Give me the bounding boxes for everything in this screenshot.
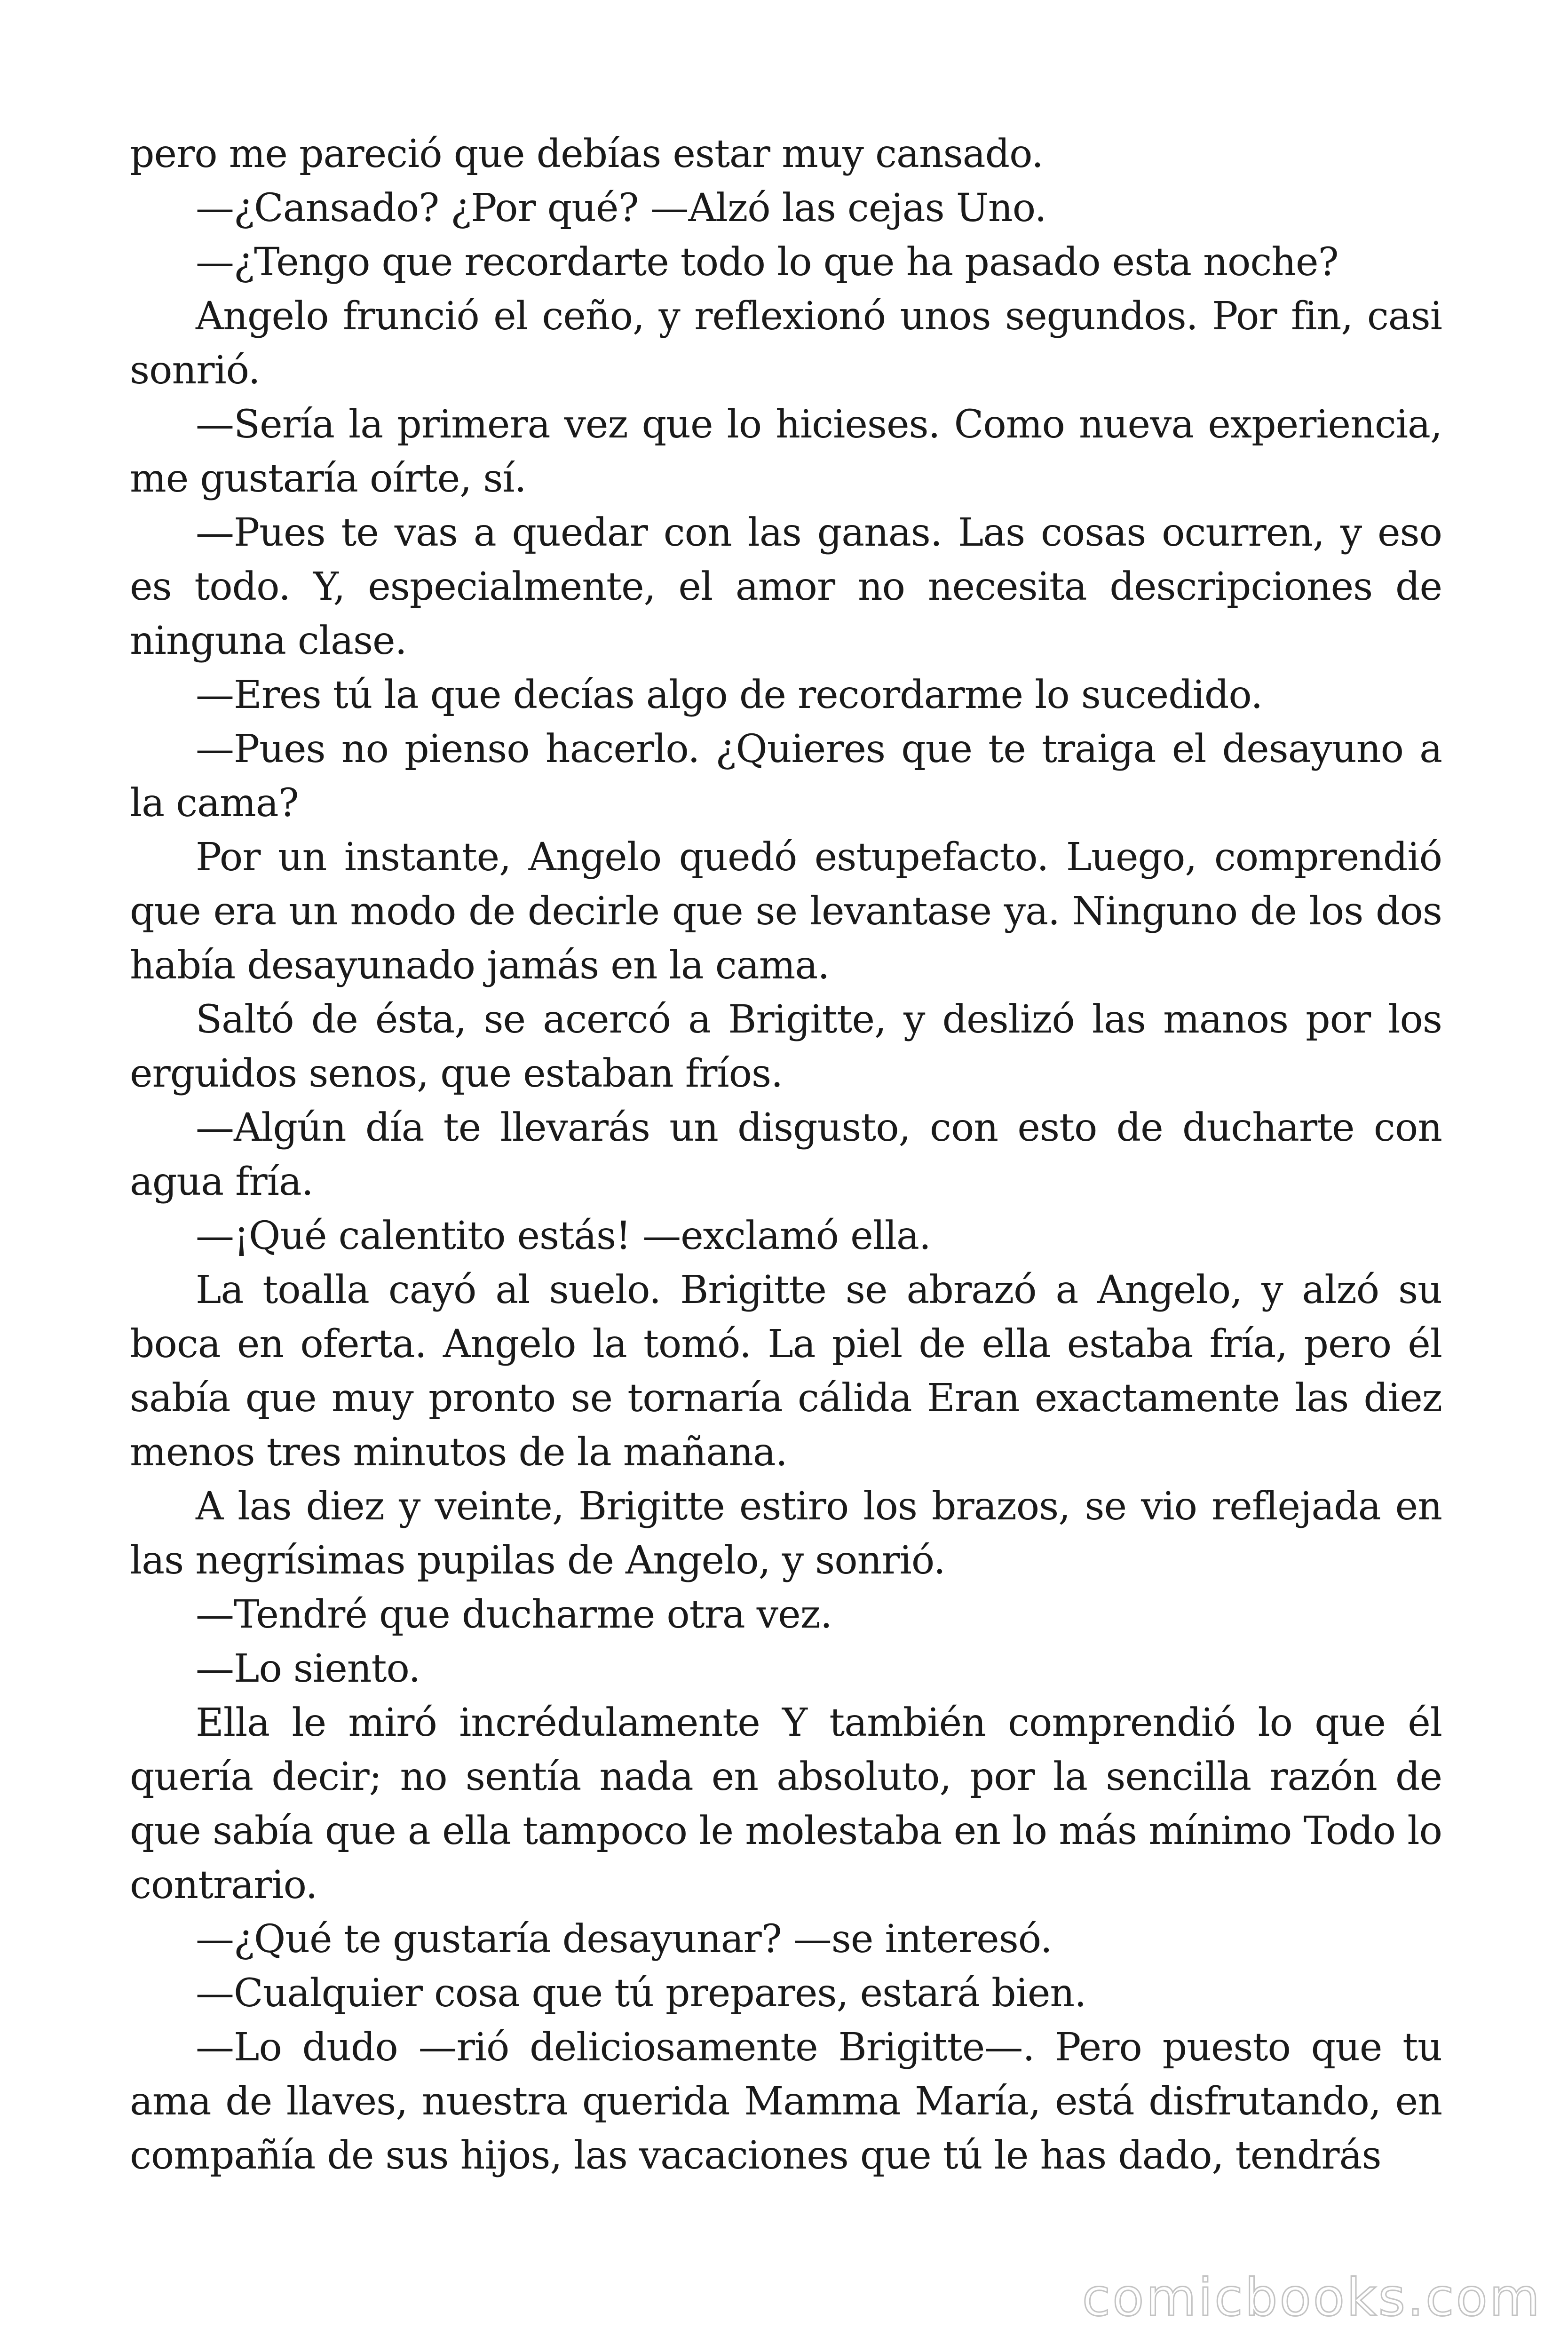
paragraph: —Algún día te llevarás un disgusto, con esto de ducharte con agua fría.: [130, 1105, 1442, 1204]
paragraph: Ella le miró incrédulamente Y también comprendió lo que él quería decir; no sentía nada en absoluto, por la sencilla razón de que sabía que a ella tampoco le molestaba en lo más mínimo Todo lo contrario.: [130, 1700, 1442, 1907]
paragraph: A las diez y veinte, Brigitte estiro los brazos, se vio reflejada en las negrísimas pupilas de Angelo, y sonrió.: [130, 1484, 1442, 1583]
paragraph: Angelo frunció el ceño, y reflexionó unos segundos. Por fin, casi sonrió.: [130, 294, 1442, 393]
paragraph: —¿Qué te gustaría desayunar? —se interesó.: [196, 1917, 1052, 1962]
book-page-text: [130, 127, 1442, 2183]
paragraph: —Cualquier cosa que tú prepares, estará bien.: [196, 1971, 1086, 2016]
paragraph: —¡Qué calentito estás! —exclamó ella.: [196, 1214, 931, 1258]
paragraph: —Pues no pienso hacerlo. ¿Quieres que te traiga el desayuno a la cama?: [130, 727, 1442, 826]
paragraph: —Lo siento.: [196, 1646, 420, 1691]
paragraph: —Sería la primera vez que lo hicieses. Como nueva experiencia, me gustaría oírte, sí.: [130, 402, 1442, 501]
paragraph: Por un instante, Angelo quedó estupefacto. Luego, comprendió que era un modo de decirle que se levantase ya. Ninguno de los dos había desayunado jamás en la cama.: [130, 835, 1442, 988]
paragraph: —Tendré que ducharme otra vez.: [196, 1592, 832, 1637]
watermark: comicbooks.com: [1082, 2267, 1542, 2328]
paragraph: —¿Tengo que recordarte todo lo que ha pasado esta noche?: [196, 240, 1338, 285]
paragraph: La toalla cayó al suelo. Brigitte se abrazó a Angelo, y alzó su boca en oferta. Angelo la tomó. La piel de ella estaba fría, pero él sabía que muy pronto se tornaría cálida Eran exactamente las diez menos tres minutos de la mañana.: [130, 1268, 1442, 1475]
paragraph: —Pues te vas a quedar con las ganas. Las cosas ocurren, y eso es todo. Y, especialmente, el amor no necesita descripciones de ninguna clase.: [130, 510, 1442, 663]
paragraph: —Lo dudo —rió deliciosamente Brigitte—. Pero puesto que tu ama de llaves, nuestra querida Mamma María, está disfrutando, en compañía de sus hijos, las vacaciones que tú le has dado, tendrás: [130, 2025, 1442, 2178]
paragraph: Saltó de ésta, se acercó a Brigitte, y deslizó las manos por los erguidos senos, que estaban fríos.: [130, 997, 1442, 1096]
paragraph: pero me pareció que debías estar muy cansado.: [130, 132, 1044, 176]
paragraph: —Eres tú la que decías algo de recordarme lo sucedido.: [196, 673, 1263, 717]
paragraph: —¿Cansado? ¿Por qué? —Alzó las cejas Uno.: [196, 186, 1046, 230]
